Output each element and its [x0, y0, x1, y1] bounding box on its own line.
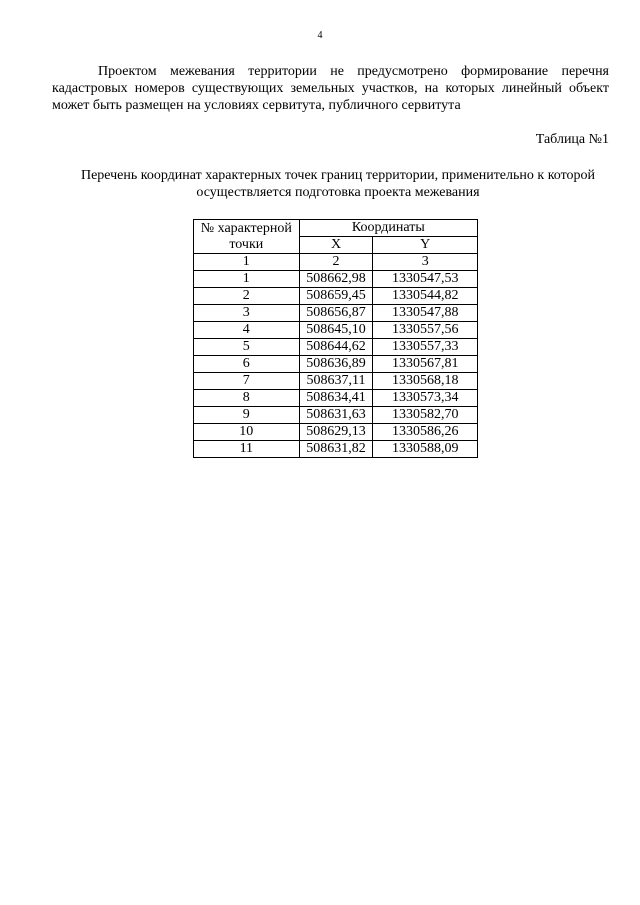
header-point-number: № характерной точки: [194, 220, 300, 254]
intro-text: Проектом межевания территории не предусмотрено формирование перечня кадастровых номеров существующих земельных участков, на которых линейный объект может быть размещен на условиях сервитута, публичного сервитута: [52, 64, 609, 113]
table-header-row: [194, 220, 478, 237]
table-row: [194, 441, 478, 458]
table-body: [194, 271, 478, 458]
column-index-1: 1: [194, 254, 300, 271]
coordinates-table: [193, 219, 478, 458]
header-coordinates: Координаты: [299, 220, 477, 237]
coord-x: 508656,87: [299, 305, 373, 322]
table-row: [194, 322, 478, 339]
table-row: [194, 407, 478, 424]
coord-y: 1330547,88: [373, 305, 478, 322]
coord-x: 508634,41: [299, 390, 373, 407]
table-number: Таблица №1: [535, 132, 609, 147]
coord-x: 508644,62: [299, 339, 373, 356]
table-row: [194, 373, 478, 390]
point-number: 6: [194, 356, 300, 373]
point-number: 8: [194, 390, 300, 407]
header-y: Y: [373, 237, 478, 254]
coord-x: 508637,11: [299, 373, 373, 390]
point-number: 11: [194, 441, 300, 458]
coord-y: 1330557,33: [373, 339, 478, 356]
column-index-3: 3: [373, 254, 478, 271]
coord-y: 1330586,26: [373, 424, 478, 441]
coord-y: 1330568,18: [373, 373, 478, 390]
coord-x: 508631,63: [299, 407, 373, 424]
table-row: [194, 288, 478, 305]
table-row: [194, 356, 478, 373]
page-number: 4: [317, 30, 323, 41]
coord-x: 508629,13: [299, 424, 373, 441]
point-number: 2: [194, 288, 300, 305]
intro-paragraph: [52, 63, 609, 114]
coord-y: 1330557,56: [373, 322, 478, 339]
point-number: 9: [194, 407, 300, 424]
column-index-row: [194, 254, 478, 271]
point-number: 1: [194, 271, 300, 288]
coord-y: 1330547,53: [373, 271, 478, 288]
coord-x: 508645,10: [299, 322, 373, 339]
table-row: [194, 390, 478, 407]
coord-x: 508659,45: [299, 288, 373, 305]
point-number: 4: [194, 322, 300, 339]
header-x: X: [299, 237, 373, 254]
coord-x: 508662,98: [299, 271, 373, 288]
coord-y: 1330573,34: [373, 390, 478, 407]
point-number: 10: [194, 424, 300, 441]
coord-x: 508636,89: [299, 356, 373, 373]
column-index-2: 2: [299, 254, 373, 271]
coord-y: 1330582,70: [373, 407, 478, 424]
coord-y: 1330544,82: [373, 288, 478, 305]
coord-y: 1330567,81: [373, 356, 478, 373]
point-number: 5: [194, 339, 300, 356]
point-number: 3: [194, 305, 300, 322]
table-row: [194, 305, 478, 322]
coord-y: 1330588,09: [373, 441, 478, 458]
table-row: [194, 424, 478, 441]
table-row: [194, 339, 478, 356]
coord-x: 508631,82: [299, 441, 373, 458]
table-caption: Перечень координат характерных точек границ территории, применительно к которой осуществляется подготовка проекта межевания: [80, 168, 596, 200]
point-number: 7: [194, 373, 300, 390]
table-row: [194, 271, 478, 288]
